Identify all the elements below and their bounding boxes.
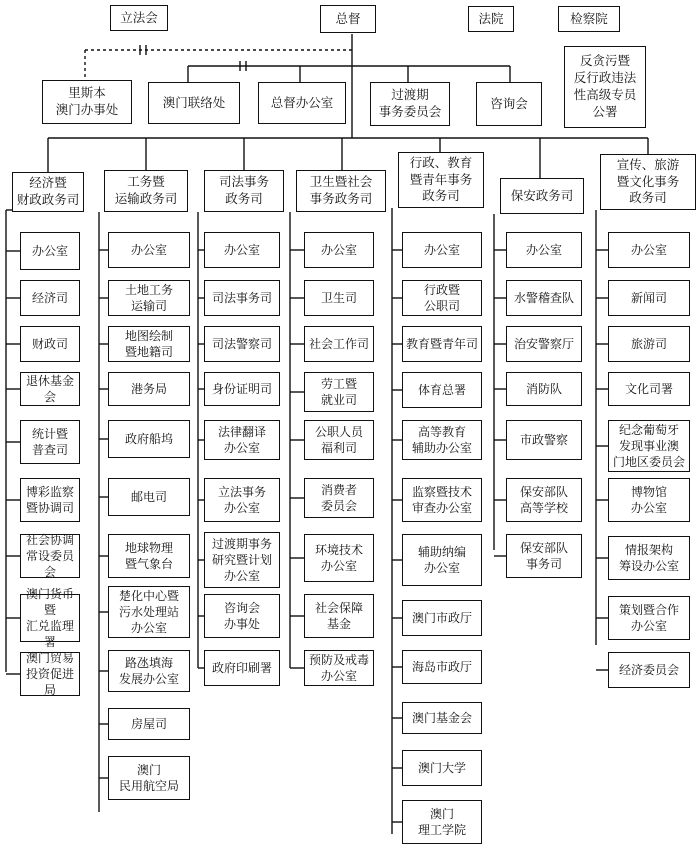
unit-box: 统计暨 普查司 (20, 420, 80, 464)
unit-box: 纪念葡萄牙 发现事业澳 门地区委员会 (608, 420, 690, 472)
unit-box: 澳门市政厅 (402, 600, 482, 636)
unit-box: 治安警察厅 (506, 326, 582, 362)
unit-box: 司法事务司 (204, 280, 280, 316)
unit-box: 水警稽查队 (506, 280, 582, 316)
unit-box: 财政司 (20, 326, 80, 362)
unit-box: 办公室 (402, 232, 482, 268)
unit-box: 法律翻译 办公室 (204, 420, 280, 460)
unit-box: 退休基金会 (20, 372, 80, 406)
unit-box: 卫生司 (304, 280, 374, 316)
unit-box: 劳工暨 就业司 (304, 372, 374, 412)
unit-box: 咨询会 办事处 (204, 594, 280, 638)
unit-box: 体育总署 (402, 372, 482, 408)
unit-box: 楚化中心暨 污水处理站 办公室 (108, 586, 190, 638)
unit-box: 海岛市政厅 (402, 650, 482, 684)
unit-box: 辅助纳编 办公室 (402, 534, 482, 586)
unit-box: 经济司 (20, 280, 80, 316)
anti-corruption-box: 反贪污暨 反行政违法 性高级专员 公署 (564, 46, 646, 128)
unit-box: 路氹填海 发展办公室 (108, 650, 190, 692)
unit-box: 旅游司 (608, 326, 690, 362)
unit-box: 保安部队 事务司 (506, 534, 582, 578)
unit-box: 政府船坞 (108, 420, 190, 458)
unit-box: 邮电司 (108, 478, 190, 516)
unit-box: 教育暨青年司 (402, 326, 482, 362)
unit-box: 澳门贸易 投资促进局 (20, 652, 80, 696)
unit-box: 办公室 (20, 232, 80, 270)
unit-box: 过渡期事务 研究暨计划 办公室 (204, 532, 280, 588)
unit-box: 社会保障 基金 (304, 594, 374, 638)
unit-box: 市政警察 (506, 420, 582, 460)
unit-box: 经济委员会 (608, 652, 690, 688)
unit-box: 办公室 (204, 232, 280, 268)
unit-box: 高等教育 辅助办公室 (402, 420, 482, 460)
unit-box: 策划暨合作 办公室 (608, 596, 690, 640)
unit-box: 澳门货币暨 汇兑监理署 (20, 594, 80, 642)
unit-box: 监察暨技术 审查办公室 (402, 478, 482, 522)
department-header-6: 保安政务司 (500, 178, 584, 214)
department-header-3: 司法事务 政务司 (204, 170, 284, 212)
unit-box: 澳门 理工学院 (402, 800, 482, 844)
lisbon-office-box: 里斯本 澳门办事处 (42, 80, 132, 124)
unit-box: 澳门大学 (402, 750, 482, 786)
department-header-1: 经济暨 财政政务司 (12, 172, 84, 212)
unit-box: 博彩监察 暨协调司 (20, 478, 80, 522)
unit-box: 消费者 委员会 (304, 478, 374, 518)
unit-box: 地图绘制 暨地籍司 (108, 326, 190, 362)
unit-box: 立法事务 办公室 (204, 478, 280, 522)
unit-box: 澳门 民用航空局 (108, 756, 190, 800)
unit-box: 办公室 (304, 232, 374, 268)
unit-box: 社会工作司 (304, 326, 374, 362)
unit-box: 政府印刷署 (204, 650, 280, 686)
unit-box: 社会协调 常设委员会 (20, 534, 80, 578)
prosecutor-box: 检察院 (558, 6, 620, 32)
consultative-council-box: 咨询会 (476, 82, 542, 126)
unit-box: 办公室 (506, 232, 582, 268)
department-header-4: 卫生暨社会 事务政务司 (296, 170, 386, 212)
unit-box: 博物馆 办公室 (608, 478, 690, 522)
unit-box: 办公室 (108, 232, 190, 268)
transition-committee-box: 过渡期 事务委员会 (370, 82, 450, 126)
department-header-5: 行政、教育 暨青年事务 政务司 (398, 152, 484, 208)
unit-box: 保安部队 高等学校 (506, 478, 582, 522)
unit-box: 地球物理 暨气象台 (108, 534, 190, 578)
unit-box: 环境技术 办公室 (304, 534, 374, 582)
legislative-assembly-box: 立法会 (110, 5, 168, 31)
court-box: 法院 (468, 6, 514, 32)
department-header-2: 工务暨 运输政务司 (104, 170, 188, 212)
unit-box: 消防队 (506, 372, 582, 406)
unit-box: 情报架构 筹设办公室 (608, 536, 690, 580)
unit-box: 司法警察司 (204, 326, 280, 362)
unit-box: 土地工务 运输司 (108, 280, 190, 316)
unit-box: 新闻司 (608, 280, 690, 316)
governor-office-box: 总督办公室 (258, 82, 346, 124)
unit-box: 房屋司 (108, 708, 190, 740)
department-header-7: 宣传、旅游 暨文化事务 政务司 (600, 154, 696, 210)
unit-box: 文化司署 (608, 372, 690, 406)
unit-box: 港务局 (108, 372, 190, 406)
unit-box: 身份证明司 (204, 372, 280, 406)
liaison-office-box: 澳门联络处 (148, 82, 240, 124)
unit-box: 行政暨 公职司 (402, 280, 482, 316)
unit-box: 预防及戒毒 办公室 (304, 650, 374, 686)
unit-box: 公职人员 福利司 (304, 420, 374, 460)
unit-box: 澳门基金会 (402, 702, 482, 734)
unit-box: 办公室 (608, 232, 690, 268)
governor-box: 总督 (320, 5, 376, 33)
